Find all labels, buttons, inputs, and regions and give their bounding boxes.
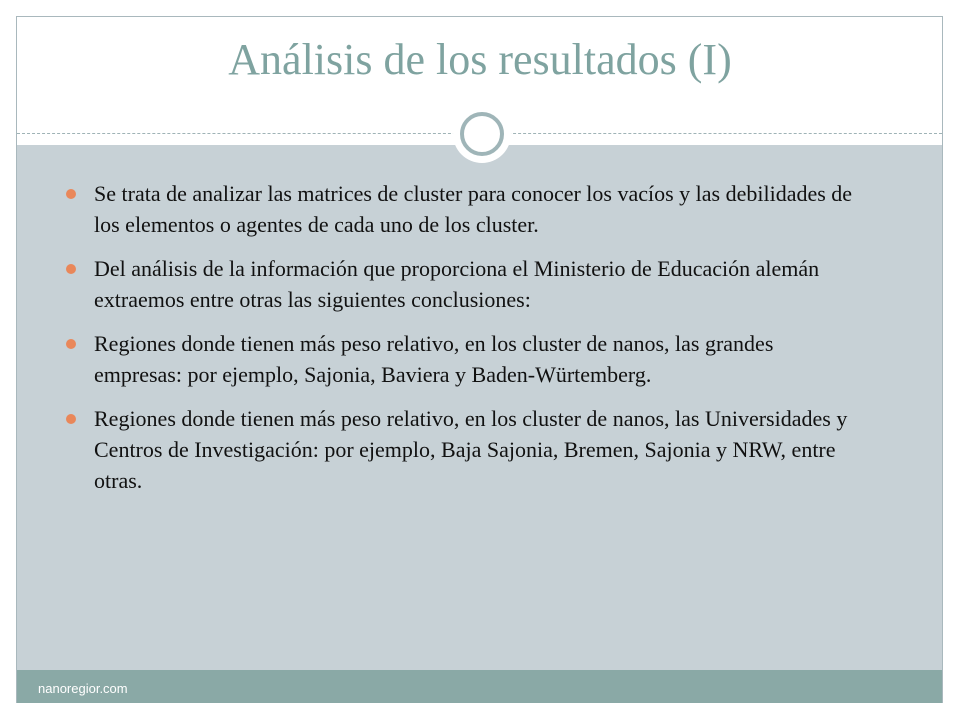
bullet-item [66, 403, 866, 496]
footer-bar [17, 670, 942, 703]
bullet-dot-icon [66, 339, 76, 349]
footer-text: nanoregior.com [38, 681, 128, 696]
slide-title: Análisis de los resultados (I) [228, 35, 732, 84]
bullet-dot-icon [66, 414, 76, 424]
bullet-list [66, 178, 866, 509]
bullet-dot-icon [66, 264, 76, 274]
bullet-text: Regiones donde tienen más peso relativo, en los cluster de nanos, las Universidades y Centros de Investigación: por ejemplo, Baja Sajonia, Bremen, Sajonia y NRW, entre otras. [94, 406, 848, 493]
bullet-text: Del análisis de la información que proporciona el Ministerio de Educación alemán extraemos entre otras las siguientes conclusiones: [94, 256, 820, 312]
bullet-item [66, 328, 866, 390]
bullet-item [66, 253, 866, 315]
bullet-text: Regiones donde tienen más peso relativo, en los cluster de nanos, las grandes empresas: por ejemplo, Sajonia, Baviera y Baden-Würtemberg. [94, 331, 774, 387]
bullet-text: Se trata de analizar las matrices de cluster para conocer los vacíos y las debilidades de los elementos o agentes de cada uno de los cluster. [94, 181, 853, 237]
bullet-item [66, 178, 866, 240]
circle-ring-icon [460, 112, 504, 156]
bullet-dot-icon [66, 189, 76, 199]
